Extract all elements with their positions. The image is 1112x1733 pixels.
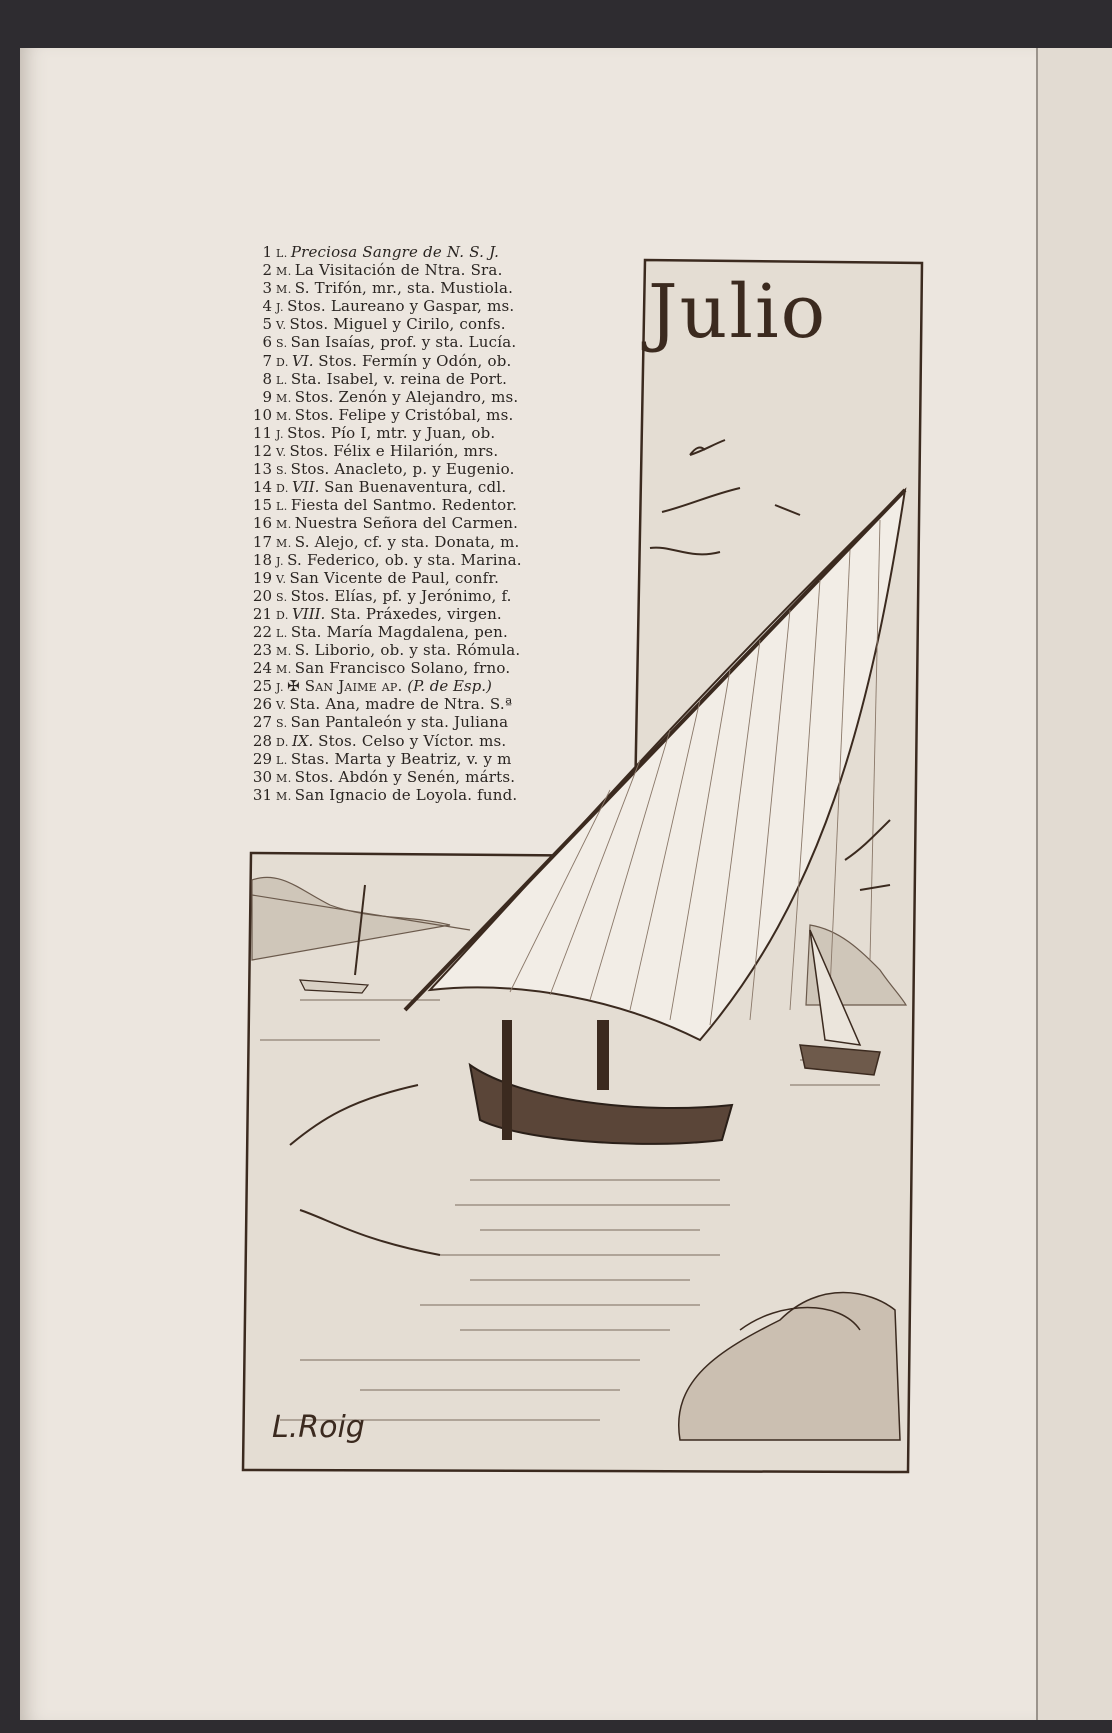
saint-text: S. Trifón, mr., sta. Mustiola. xyxy=(294,279,514,298)
saint-text: S. Alejo, cf. y sta. Donata, m. xyxy=(294,532,520,551)
saint-note: (P. de Esp.) xyxy=(407,677,492,696)
calendar-row xyxy=(248,677,584,695)
calendar-row xyxy=(248,587,584,605)
saint-text: Stos. Celso y Víctor. ms. xyxy=(318,731,507,750)
saint-text: Stos. Pío I, mtr. y Juan, ob. xyxy=(287,423,496,442)
saint-text: Stos. Elías, pf. y Jerónimo, f. xyxy=(290,586,512,605)
weekday: D. xyxy=(276,735,289,749)
day-number: 10 xyxy=(252,405,272,424)
weekday: D. xyxy=(276,482,289,496)
saint-text: ✠ San Jaime ap. xyxy=(287,677,403,696)
weekday: M. xyxy=(276,265,292,279)
saint-text: San Francisco Solano, frno. xyxy=(294,659,511,678)
day-number: 21 xyxy=(252,604,272,623)
saint-text: Nuestra Señora del Carmen. xyxy=(294,514,519,533)
weekday: J. xyxy=(276,427,285,441)
weekday: S. xyxy=(276,590,288,604)
day-number: 18 xyxy=(252,550,272,569)
calendar-row xyxy=(248,750,584,768)
calendar-row xyxy=(248,496,584,514)
day-number: 8 xyxy=(262,369,272,388)
calendar-row xyxy=(248,768,584,786)
weekday: S. xyxy=(276,717,288,731)
calendar-row xyxy=(248,551,584,569)
weekday: M. xyxy=(276,789,292,803)
saint-text: La Visitación de Ntra. Sra. xyxy=(294,261,503,280)
day-number: 22 xyxy=(252,622,272,641)
calendar-row xyxy=(248,352,584,370)
calendar-row xyxy=(248,460,584,478)
day-number: 15 xyxy=(252,496,272,515)
weekday: M. xyxy=(276,409,292,423)
saint-text: Stos. Felipe y Cristóbal, ms. xyxy=(294,405,514,424)
week-numeral: VII. xyxy=(291,478,320,497)
day-number: 3 xyxy=(262,279,272,298)
weekday: L. xyxy=(276,373,288,387)
saint-text: San Isaías, prof. y sta. Lucía. xyxy=(290,333,517,352)
day-number: 11 xyxy=(252,423,272,442)
calendar-row xyxy=(248,641,584,659)
week-numeral: IX. xyxy=(291,731,314,750)
day-number: 13 xyxy=(252,460,272,479)
calendar-row xyxy=(248,333,584,351)
day-number: 5 xyxy=(262,315,272,334)
calendar-row xyxy=(248,514,584,532)
saint-text: Stos. Abdón y Senén, márts. xyxy=(294,767,516,786)
saint-text: San Vicente de Paul, confr. xyxy=(289,568,500,587)
saint-text: San Ignacio de Loyola. fund. xyxy=(294,785,518,804)
day-number: 16 xyxy=(252,514,272,533)
day-number: 23 xyxy=(252,641,272,660)
saint-text: Sta. Práxedes, virgen. xyxy=(330,604,502,623)
day-number: 31 xyxy=(252,785,272,804)
weekday: V. xyxy=(276,446,287,460)
weekday: L. xyxy=(276,500,288,514)
weekday: V. xyxy=(276,699,287,713)
saint-text: Stos. Fermín y Odón, ob. xyxy=(318,351,512,370)
weekday: S. xyxy=(276,464,288,478)
calendar-row xyxy=(248,442,584,460)
calendar-row xyxy=(248,478,584,496)
saint-text: Stos. Anacleto, p. y Eugenio. xyxy=(290,460,515,479)
day-number: 24 xyxy=(252,659,272,678)
weekday: S. xyxy=(276,337,288,351)
calendar-row xyxy=(248,424,584,442)
weekday: M. xyxy=(276,663,292,677)
calendar-row xyxy=(248,659,584,677)
weekday: J. xyxy=(276,681,285,695)
week-numeral: VIII. xyxy=(291,604,326,623)
calendar-row xyxy=(248,605,584,623)
weekday: M. xyxy=(276,645,292,659)
day-number: 29 xyxy=(252,749,272,768)
saint-text: Stos. Félix e Hilarión, mrs. xyxy=(289,442,499,461)
weekday: V. xyxy=(276,319,287,333)
saint-text: San Buenaventura, cdl. xyxy=(324,478,507,497)
calendar-row xyxy=(248,695,584,713)
saint-text: S. Liborio, ob. y sta. Rómula. xyxy=(294,641,521,660)
weekday: L. xyxy=(276,753,288,767)
weekday: M. xyxy=(276,518,292,532)
day-number: 12 xyxy=(252,442,272,461)
day-number: 2 xyxy=(262,261,272,280)
calendar-row xyxy=(248,370,584,388)
day-number: 25 xyxy=(252,677,272,696)
calendar-row xyxy=(248,279,584,297)
calendar-list xyxy=(248,243,584,804)
calendar-row xyxy=(248,315,584,333)
saint-text: Preciosa Sangre de N. S. J. xyxy=(290,243,500,261)
weekday: M. xyxy=(276,536,292,550)
day-number: 27 xyxy=(252,713,272,732)
calendar-row xyxy=(248,533,584,551)
weekday: J. xyxy=(276,301,285,315)
weekday: M. xyxy=(276,771,292,785)
day-number: 28 xyxy=(252,731,272,750)
saint-text: Stos. Laureano y Gaspar, ms. xyxy=(287,297,515,316)
weekday: M. xyxy=(276,283,292,297)
day-number: 1 xyxy=(262,243,272,261)
weekday: D. xyxy=(276,355,289,369)
weekday: M. xyxy=(276,391,292,405)
saint-text: Stos. Miguel y Cirilo, confs. xyxy=(289,315,506,334)
weekday: L. xyxy=(276,247,288,260)
saint-text: Sta. María Magdalena, pen. xyxy=(290,622,508,641)
day-number: 26 xyxy=(252,695,272,714)
calendar-row xyxy=(248,713,584,731)
calendar-row xyxy=(248,297,584,315)
day-number: 7 xyxy=(262,351,272,370)
month-title: Julio xyxy=(648,269,828,355)
week-numeral: VI. xyxy=(291,351,314,370)
saint-text: Sta. Isabel, v. reina de Port. xyxy=(290,369,508,388)
calendar-row xyxy=(248,406,584,424)
calendar-row xyxy=(248,786,584,804)
day-number: 20 xyxy=(252,586,272,605)
calendar-row xyxy=(248,623,584,641)
day-number: 9 xyxy=(262,387,272,406)
saint-text: Sta. Ana, madre de Ntra. S.ª xyxy=(289,695,513,714)
day-number: 6 xyxy=(262,333,272,352)
calendar-row xyxy=(248,569,584,587)
calendar-row xyxy=(248,388,584,406)
day-number: 4 xyxy=(262,297,272,316)
day-number: 30 xyxy=(252,767,272,786)
artist-signature: L.Roig xyxy=(272,1410,365,1445)
weekday: L. xyxy=(276,626,288,640)
day-number: 14 xyxy=(252,478,272,497)
weekday: D. xyxy=(276,608,289,622)
saint-text: Fiesta del Santmo. Redentor. xyxy=(290,496,518,515)
saint-text: Stos. Zenón y Alejandro, ms. xyxy=(294,387,519,406)
calendar-row xyxy=(248,732,584,750)
day-number: 19 xyxy=(252,568,272,587)
calendar-row xyxy=(248,261,584,279)
saint-text: San Pantaleón y sta. Juliana xyxy=(290,713,509,732)
saint-text: Stas. Marta y Beatriz, v. y m xyxy=(290,749,512,768)
weekday: J. xyxy=(276,554,285,568)
saint-text: S. Federico, ob. y sta. Marina. xyxy=(287,550,522,569)
weekday: V. xyxy=(276,572,287,586)
day-number: 17 xyxy=(252,532,272,551)
calendar-row xyxy=(248,243,584,261)
